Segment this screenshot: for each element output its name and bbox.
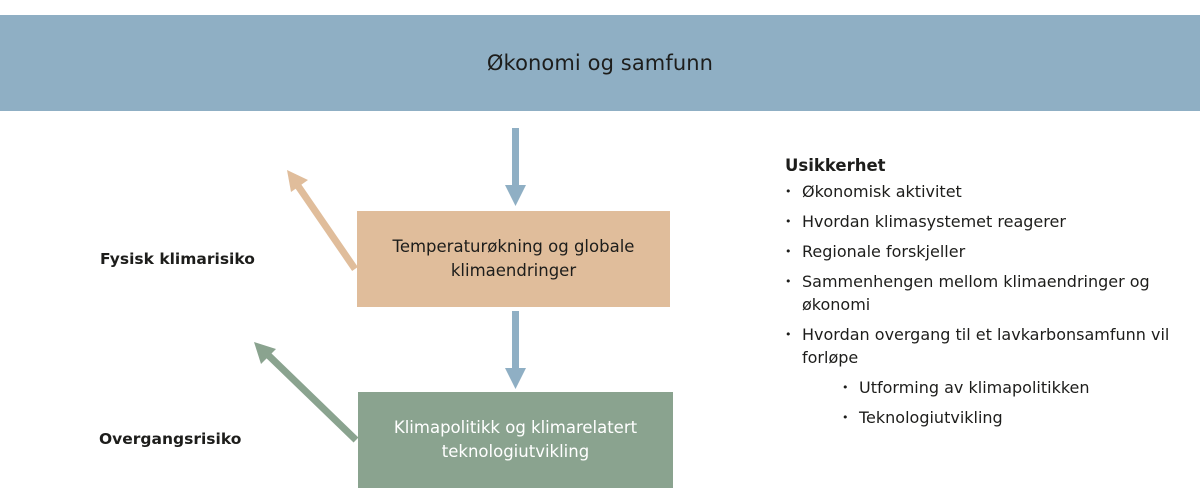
uncertainty-list bbox=[785, 180, 1185, 429]
uncertainty-item: • Hvordan klimasystemet reagerer bbox=[785, 210, 1185, 233]
uncertainty-subitem: • Teknologiutvikling bbox=[842, 406, 1185, 429]
uncertainty-item: • Regionale forskjeller bbox=[785, 240, 1185, 263]
arrow-down-icon bbox=[505, 128, 526, 206]
uncertainty-subitem: • Utforming av klimapolitikken bbox=[842, 376, 1185, 399]
uncertainty-item: • Økonomisk aktivitet bbox=[785, 180, 1185, 203]
uncertainty-panel bbox=[785, 156, 1185, 436]
uncertainty-item-text: Hvordan overgang til et lavkarbonsamfunn vil forløpe bbox=[802, 325, 1170, 367]
arrow-transition-risk-icon bbox=[254, 342, 356, 440]
temperature-box-text: Temperaturøkning og globale klimaendringer bbox=[392, 237, 635, 280]
uncertainty-sublist bbox=[802, 376, 1185, 429]
climate-policy-technology-box bbox=[358, 392, 673, 488]
policy-box-text: Klimapolitikk og klimarelatert teknologiutvikling bbox=[393, 418, 638, 461]
transition-risk-label: Overgangsrisiko bbox=[99, 430, 242, 448]
banner-title: Økonomi og samfunn bbox=[486, 50, 714, 75]
physical-risk-label: Fysisk klimarisiko bbox=[100, 250, 255, 268]
arrow-down-icon bbox=[505, 311, 526, 389]
uncertainty-title: Usikkerhet bbox=[785, 156, 886, 175]
arrow-physical-risk-icon bbox=[287, 170, 355, 269]
temperature-climate-change-box bbox=[357, 211, 670, 307]
uncertainty-item: • Sammenhengen mellom klimaendringer og økonomi bbox=[785, 270, 1185, 316]
uncertainty-item bbox=[785, 323, 1185, 429]
